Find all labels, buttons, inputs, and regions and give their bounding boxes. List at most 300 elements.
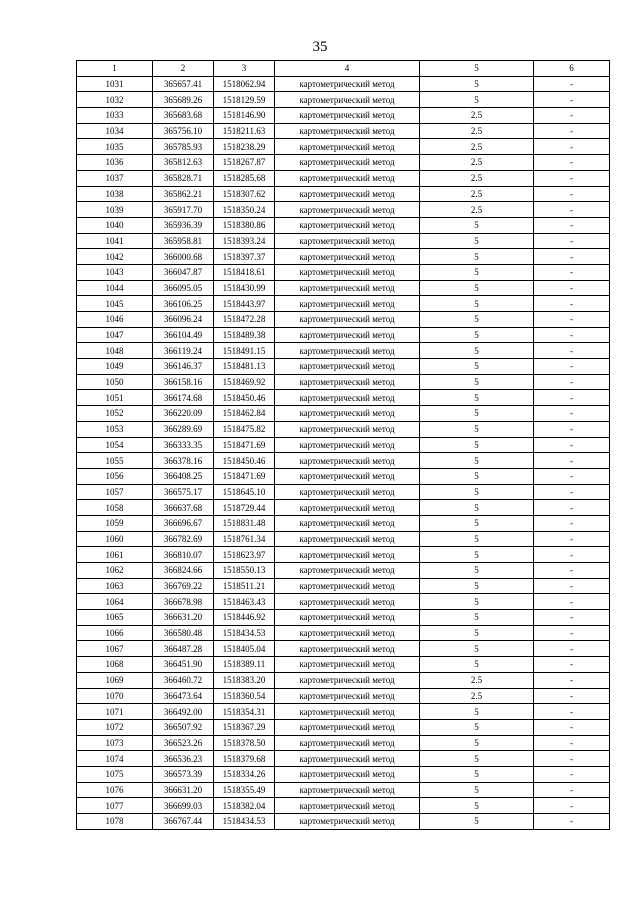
x-coordinate-cell: 366146.37 bbox=[153, 359, 214, 375]
y-coordinate-cell: 1518623.97 bbox=[214, 547, 275, 563]
x-coordinate-cell: 366810.07 bbox=[153, 547, 214, 563]
y-coordinate-cell: 1518511.21 bbox=[214, 578, 275, 594]
point-number-cell: 1052 bbox=[77, 406, 153, 422]
note-cell: - bbox=[534, 264, 610, 280]
accuracy-cell: 5 bbox=[420, 751, 534, 767]
accuracy-cell: 5 bbox=[420, 343, 534, 359]
table-row bbox=[77, 437, 610, 453]
table-row bbox=[77, 515, 610, 531]
x-coordinate-cell: 365657.41 bbox=[153, 76, 214, 92]
y-coordinate-cell: 1518334.26 bbox=[214, 766, 275, 782]
y-coordinate-cell: 1518211.63 bbox=[214, 123, 275, 139]
table-row bbox=[77, 798, 610, 814]
point-number-cell: 1055 bbox=[77, 453, 153, 469]
method-cell: картометрический метод bbox=[275, 688, 420, 704]
accuracy-cell: 5 bbox=[420, 594, 534, 610]
table-row bbox=[77, 484, 610, 500]
point-number-cell: 1061 bbox=[77, 547, 153, 563]
method-cell: картометрический метод bbox=[275, 280, 420, 296]
table-row bbox=[77, 531, 610, 547]
point-number-cell: 1041 bbox=[77, 233, 153, 249]
point-number-cell: 1074 bbox=[77, 751, 153, 767]
method-cell: картометрический метод bbox=[275, 108, 420, 124]
note-cell: - bbox=[534, 782, 610, 798]
x-coordinate-cell: 366767.44 bbox=[153, 814, 214, 830]
y-coordinate-cell: 1518267.87 bbox=[214, 155, 275, 171]
x-coordinate-cell: 366580.48 bbox=[153, 625, 214, 641]
method-cell: картометрический метод bbox=[275, 186, 420, 202]
y-coordinate-cell: 1518550.13 bbox=[214, 563, 275, 579]
point-number-cell: 1036 bbox=[77, 155, 153, 171]
method-cell: картометрический метод bbox=[275, 421, 420, 437]
accuracy-cell: 5 bbox=[420, 625, 534, 641]
y-coordinate-cell: 1518430.99 bbox=[214, 280, 275, 296]
point-number-cell: 1060 bbox=[77, 531, 153, 547]
note-cell: - bbox=[534, 280, 610, 296]
table-row bbox=[77, 327, 610, 343]
y-coordinate-cell: 1518379.68 bbox=[214, 751, 275, 767]
note-cell: - bbox=[534, 735, 610, 751]
table-row bbox=[77, 92, 610, 108]
method-cell: картометрический метод bbox=[275, 327, 420, 343]
point-number-cell: 1042 bbox=[77, 249, 153, 265]
y-coordinate-cell: 1518481.13 bbox=[214, 359, 275, 375]
note-cell: - bbox=[534, 406, 610, 422]
point-number-cell: 1066 bbox=[77, 625, 153, 641]
method-cell: картометрический метод bbox=[275, 92, 420, 108]
method-cell: картометрический метод bbox=[275, 155, 420, 171]
table-row bbox=[77, 264, 610, 280]
y-coordinate-cell: 1518397.37 bbox=[214, 249, 275, 265]
y-coordinate-cell: 1518378.50 bbox=[214, 735, 275, 751]
point-number-cell: 1048 bbox=[77, 343, 153, 359]
point-number-cell: 1035 bbox=[77, 139, 153, 155]
x-coordinate-cell: 365862.21 bbox=[153, 186, 214, 202]
point-number-cell: 1062 bbox=[77, 563, 153, 579]
accuracy-cell: 5 bbox=[420, 406, 534, 422]
y-coordinate-cell: 1518491.15 bbox=[214, 343, 275, 359]
table-row bbox=[77, 657, 610, 673]
table-row bbox=[77, 296, 610, 312]
method-cell: картометрический метод bbox=[275, 766, 420, 782]
method-cell: картометрический метод bbox=[275, 735, 420, 751]
note-cell: - bbox=[534, 500, 610, 516]
accuracy-cell: 5 bbox=[420, 578, 534, 594]
point-number-cell: 1073 bbox=[77, 735, 153, 751]
method-cell: картометрический метод bbox=[275, 672, 420, 688]
note-cell: - bbox=[534, 641, 610, 657]
table-row bbox=[77, 108, 610, 124]
table-row bbox=[77, 217, 610, 233]
note-cell: - bbox=[534, 108, 610, 124]
accuracy-cell: 5 bbox=[420, 484, 534, 500]
y-coordinate-cell: 1518434.53 bbox=[214, 625, 275, 641]
table-row bbox=[77, 578, 610, 594]
note-cell: - bbox=[534, 688, 610, 704]
method-cell: картометрический метод bbox=[275, 657, 420, 673]
note-cell: - bbox=[534, 798, 610, 814]
accuracy-cell: 5 bbox=[420, 531, 534, 547]
method-cell: картометрический метод bbox=[275, 719, 420, 735]
y-coordinate-cell: 1518446.92 bbox=[214, 610, 275, 626]
accuracy-cell: 5 bbox=[420, 249, 534, 265]
column-header-3: 3 bbox=[214, 61, 275, 77]
accuracy-cell: 2.5 bbox=[420, 123, 534, 139]
table-row bbox=[77, 453, 610, 469]
note-cell: - bbox=[534, 814, 610, 830]
x-coordinate-cell: 366824.66 bbox=[153, 563, 214, 579]
note-cell: - bbox=[534, 359, 610, 375]
table-row bbox=[77, 610, 610, 626]
x-coordinate-cell: 366536.23 bbox=[153, 751, 214, 767]
x-coordinate-cell: 366408.25 bbox=[153, 468, 214, 484]
x-coordinate-cell: 366106.25 bbox=[153, 296, 214, 312]
y-coordinate-cell: 1518450.46 bbox=[214, 453, 275, 469]
point-number-cell: 1072 bbox=[77, 719, 153, 735]
x-coordinate-cell: 366696.67 bbox=[153, 515, 214, 531]
column-header-6: 6 bbox=[534, 61, 610, 77]
method-cell: картометрический метод bbox=[275, 500, 420, 516]
y-coordinate-cell: 1518472.28 bbox=[214, 312, 275, 328]
note-cell: - bbox=[534, 751, 610, 767]
y-coordinate-cell: 1518367.29 bbox=[214, 719, 275, 735]
y-coordinate-cell: 1518645.10 bbox=[214, 484, 275, 500]
note-cell: - bbox=[534, 233, 610, 249]
x-coordinate-cell: 366119.24 bbox=[153, 343, 214, 359]
y-coordinate-cell: 1518382.04 bbox=[214, 798, 275, 814]
accuracy-cell: 5 bbox=[420, 296, 534, 312]
method-cell: картометрический метод bbox=[275, 468, 420, 484]
y-coordinate-cell: 1518450.46 bbox=[214, 390, 275, 406]
note-cell: - bbox=[534, 390, 610, 406]
x-coordinate-cell: 366631.20 bbox=[153, 610, 214, 626]
point-number-cell: 1037 bbox=[77, 170, 153, 186]
y-coordinate-cell: 1518443.97 bbox=[214, 296, 275, 312]
method-cell: картометрический метод bbox=[275, 751, 420, 767]
x-coordinate-cell: 366000.68 bbox=[153, 249, 214, 265]
y-coordinate-cell: 1518831.48 bbox=[214, 515, 275, 531]
note-cell: - bbox=[534, 704, 610, 720]
method-cell: картометрический метод bbox=[275, 531, 420, 547]
method-cell: картометрический метод bbox=[275, 704, 420, 720]
point-number-cell: 1031 bbox=[77, 76, 153, 92]
y-coordinate-cell: 1518238.29 bbox=[214, 139, 275, 155]
point-number-cell: 1044 bbox=[77, 280, 153, 296]
point-number-cell: 1057 bbox=[77, 484, 153, 500]
x-coordinate-cell: 366487.28 bbox=[153, 641, 214, 657]
method-cell: картометрический метод bbox=[275, 625, 420, 641]
note-cell: - bbox=[534, 515, 610, 531]
table-row bbox=[77, 374, 610, 390]
y-coordinate-cell: 1518475.82 bbox=[214, 421, 275, 437]
table-row bbox=[77, 359, 610, 375]
accuracy-cell: 2.5 bbox=[420, 139, 534, 155]
table-row bbox=[77, 751, 610, 767]
y-coordinate-cell: 1518307.62 bbox=[214, 186, 275, 202]
point-number-cell: 1067 bbox=[77, 641, 153, 657]
x-coordinate-cell: 366378.16 bbox=[153, 453, 214, 469]
y-coordinate-cell: 1518489.38 bbox=[214, 327, 275, 343]
note-cell: - bbox=[534, 170, 610, 186]
point-number-cell: 1046 bbox=[77, 312, 153, 328]
method-cell: картометрический метод bbox=[275, 610, 420, 626]
point-number-cell: 1032 bbox=[77, 92, 153, 108]
table-row bbox=[77, 500, 610, 516]
accuracy-cell: 5 bbox=[420, 735, 534, 751]
method-cell: картометрический метод bbox=[275, 594, 420, 610]
note-cell: - bbox=[534, 186, 610, 202]
x-coordinate-cell: 366333.35 bbox=[153, 437, 214, 453]
note-cell: - bbox=[534, 563, 610, 579]
accuracy-cell: 5 bbox=[420, 280, 534, 296]
x-coordinate-cell: 366492.00 bbox=[153, 704, 214, 720]
accuracy-cell: 5 bbox=[420, 76, 534, 92]
y-coordinate-cell: 1518393.24 bbox=[214, 233, 275, 249]
point-number-cell: 1065 bbox=[77, 610, 153, 626]
accuracy-cell: 5 bbox=[420, 547, 534, 563]
table-row bbox=[77, 814, 610, 830]
x-coordinate-cell: 365785.93 bbox=[153, 139, 214, 155]
table-row bbox=[77, 202, 610, 218]
method-cell: картометрический метод bbox=[275, 343, 420, 359]
accuracy-cell: 5 bbox=[420, 704, 534, 720]
y-coordinate-cell: 1518434.53 bbox=[214, 814, 275, 830]
table-row bbox=[77, 688, 610, 704]
note-cell: - bbox=[534, 610, 610, 626]
x-coordinate-cell: 366104.49 bbox=[153, 327, 214, 343]
accuracy-cell: 5 bbox=[420, 359, 534, 375]
table-row bbox=[77, 782, 610, 798]
method-cell: картометрический метод bbox=[275, 578, 420, 594]
point-number-cell: 1049 bbox=[77, 359, 153, 375]
method-cell: картометрический метод bbox=[275, 641, 420, 657]
note-cell: - bbox=[534, 625, 610, 641]
accuracy-cell: 5 bbox=[420, 798, 534, 814]
method-cell: картометрический метод bbox=[275, 312, 420, 328]
point-number-cell: 1059 bbox=[77, 515, 153, 531]
point-number-cell: 1070 bbox=[77, 688, 153, 704]
x-coordinate-cell: 366095.05 bbox=[153, 280, 214, 296]
note-cell: - bbox=[534, 594, 610, 610]
table-row bbox=[77, 468, 610, 484]
point-number-cell: 1033 bbox=[77, 108, 153, 124]
note-cell: - bbox=[534, 123, 610, 139]
x-coordinate-cell: 366523.26 bbox=[153, 735, 214, 751]
note-cell: - bbox=[534, 202, 610, 218]
accuracy-cell: 5 bbox=[420, 233, 534, 249]
accuracy-cell: 5 bbox=[420, 719, 534, 735]
accuracy-cell: 2.5 bbox=[420, 186, 534, 202]
table-row bbox=[77, 312, 610, 328]
table-row bbox=[77, 719, 610, 735]
point-number-cell: 1043 bbox=[77, 264, 153, 280]
point-number-cell: 1068 bbox=[77, 657, 153, 673]
table-row bbox=[77, 123, 610, 139]
table-row bbox=[77, 76, 610, 92]
table-row bbox=[77, 594, 610, 610]
x-coordinate-cell: 365689.26 bbox=[153, 92, 214, 108]
point-number-cell: 1047 bbox=[77, 327, 153, 343]
x-coordinate-cell: 365812.63 bbox=[153, 155, 214, 171]
y-coordinate-cell: 1518383.20 bbox=[214, 672, 275, 688]
note-cell: - bbox=[534, 437, 610, 453]
note-cell: - bbox=[534, 531, 610, 547]
y-coordinate-cell: 1518471.69 bbox=[214, 437, 275, 453]
table-row bbox=[77, 547, 610, 563]
x-coordinate-cell: 365828.71 bbox=[153, 170, 214, 186]
table-row bbox=[77, 766, 610, 782]
point-number-cell: 1075 bbox=[77, 766, 153, 782]
note-cell: - bbox=[534, 484, 610, 500]
x-coordinate-cell: 366096.24 bbox=[153, 312, 214, 328]
table-row bbox=[77, 139, 610, 155]
note-cell: - bbox=[534, 92, 610, 108]
accuracy-cell: 2.5 bbox=[420, 202, 534, 218]
method-cell: картометрический метод bbox=[275, 814, 420, 830]
x-coordinate-cell: 366637.68 bbox=[153, 500, 214, 516]
note-cell: - bbox=[534, 421, 610, 437]
point-number-cell: 1053 bbox=[77, 421, 153, 437]
accuracy-cell: 5 bbox=[420, 468, 534, 484]
point-number-cell: 1071 bbox=[77, 704, 153, 720]
point-number-cell: 1064 bbox=[77, 594, 153, 610]
x-coordinate-cell: 366507.92 bbox=[153, 719, 214, 735]
y-coordinate-cell: 1518129.59 bbox=[214, 92, 275, 108]
table-row bbox=[77, 563, 610, 579]
column-header-5: 5 bbox=[420, 61, 534, 77]
point-number-cell: 1069 bbox=[77, 672, 153, 688]
x-coordinate-cell: 365958.81 bbox=[153, 233, 214, 249]
note-cell: - bbox=[534, 657, 610, 673]
point-number-cell: 1078 bbox=[77, 814, 153, 830]
column-header-4: 4 bbox=[275, 61, 420, 77]
table-row bbox=[77, 233, 610, 249]
table-header-row bbox=[77, 61, 610, 77]
x-coordinate-cell: 366158.16 bbox=[153, 374, 214, 390]
x-coordinate-cell: 366782.69 bbox=[153, 531, 214, 547]
accuracy-cell: 5 bbox=[420, 264, 534, 280]
method-cell: картометрический метод bbox=[275, 217, 420, 233]
y-coordinate-cell: 1518146.90 bbox=[214, 108, 275, 124]
accuracy-cell: 2.5 bbox=[420, 108, 534, 124]
note-cell: - bbox=[534, 249, 610, 265]
method-cell: картометрический метод bbox=[275, 563, 420, 579]
point-number-cell: 1077 bbox=[77, 798, 153, 814]
method-cell: картометрический метод bbox=[275, 123, 420, 139]
x-coordinate-cell: 366575.17 bbox=[153, 484, 214, 500]
table-row bbox=[77, 343, 610, 359]
point-number-cell: 1034 bbox=[77, 123, 153, 139]
x-coordinate-cell: 366678.98 bbox=[153, 594, 214, 610]
coordinates-table bbox=[76, 60, 610, 830]
accuracy-cell: 5 bbox=[420, 610, 534, 626]
method-cell: картометрический метод bbox=[275, 264, 420, 280]
point-number-cell: 1058 bbox=[77, 500, 153, 516]
table-row bbox=[77, 625, 610, 641]
table-row bbox=[77, 280, 610, 296]
accuracy-cell: 5 bbox=[420, 92, 534, 108]
y-coordinate-cell: 1518355.49 bbox=[214, 782, 275, 798]
x-coordinate-cell: 366573.39 bbox=[153, 766, 214, 782]
accuracy-cell: 5 bbox=[420, 437, 534, 453]
y-coordinate-cell: 1518462.84 bbox=[214, 406, 275, 422]
accuracy-cell: 5 bbox=[420, 327, 534, 343]
note-cell: - bbox=[534, 719, 610, 735]
note-cell: - bbox=[534, 296, 610, 312]
note-cell: - bbox=[534, 155, 610, 171]
x-coordinate-cell: 365936.39 bbox=[153, 217, 214, 233]
method-cell: картометрический метод bbox=[275, 359, 420, 375]
note-cell: - bbox=[534, 217, 610, 233]
method-cell: картометрический метод bbox=[275, 515, 420, 531]
y-coordinate-cell: 1518360.54 bbox=[214, 688, 275, 704]
note-cell: - bbox=[534, 139, 610, 155]
y-coordinate-cell: 1518350.24 bbox=[214, 202, 275, 218]
method-cell: картометрический метод bbox=[275, 249, 420, 265]
accuracy-cell: 5 bbox=[420, 500, 534, 516]
point-number-cell: 1045 bbox=[77, 296, 153, 312]
y-coordinate-cell: 1518389.11 bbox=[214, 657, 275, 673]
accuracy-cell: 5 bbox=[420, 657, 534, 673]
x-coordinate-cell: 366047.87 bbox=[153, 264, 214, 280]
y-coordinate-cell: 1518761.34 bbox=[214, 531, 275, 547]
table-row bbox=[77, 672, 610, 688]
note-cell: - bbox=[534, 453, 610, 469]
accuracy-cell: 5 bbox=[420, 312, 534, 328]
method-cell: картометрический метод bbox=[275, 782, 420, 798]
method-cell: картометрический метод bbox=[275, 76, 420, 92]
table-row bbox=[77, 390, 610, 406]
method-cell: картометрический метод bbox=[275, 798, 420, 814]
accuracy-cell: 5 bbox=[420, 421, 534, 437]
table-row bbox=[77, 641, 610, 657]
x-coordinate-cell: 366289.69 bbox=[153, 421, 214, 437]
note-cell: - bbox=[534, 547, 610, 563]
table-row bbox=[77, 421, 610, 437]
table-row bbox=[77, 186, 610, 202]
method-cell: картометрический метод bbox=[275, 202, 420, 218]
x-coordinate-cell: 365756.10 bbox=[153, 123, 214, 139]
note-cell: - bbox=[534, 672, 610, 688]
method-cell: картометрический метод bbox=[275, 453, 420, 469]
point-number-cell: 1051 bbox=[77, 390, 153, 406]
x-coordinate-cell: 366174.68 bbox=[153, 390, 214, 406]
x-coordinate-cell: 366460.72 bbox=[153, 672, 214, 688]
point-number-cell: 1039 bbox=[77, 202, 153, 218]
point-number-cell: 1056 bbox=[77, 468, 153, 484]
point-number-cell: 1063 bbox=[77, 578, 153, 594]
accuracy-cell: 5 bbox=[420, 390, 534, 406]
method-cell: картометрический метод bbox=[275, 233, 420, 249]
x-coordinate-cell: 366769.22 bbox=[153, 578, 214, 594]
x-coordinate-cell: 366451.90 bbox=[153, 657, 214, 673]
y-coordinate-cell: 1518354.31 bbox=[214, 704, 275, 720]
note-cell: - bbox=[534, 327, 610, 343]
column-header-1: 1 bbox=[77, 61, 153, 77]
note-cell: - bbox=[534, 578, 610, 594]
method-cell: картометрический метод bbox=[275, 139, 420, 155]
x-coordinate-cell: 365683.68 bbox=[153, 108, 214, 124]
note-cell: - bbox=[534, 468, 610, 484]
accuracy-cell: 5 bbox=[420, 782, 534, 798]
accuracy-cell: 2.5 bbox=[420, 170, 534, 186]
method-cell: картометрический метод bbox=[275, 547, 420, 563]
accuracy-cell: 5 bbox=[420, 374, 534, 390]
method-cell: картометрический метод bbox=[275, 406, 420, 422]
method-cell: картометрический метод bbox=[275, 390, 420, 406]
y-coordinate-cell: 1518471.69 bbox=[214, 468, 275, 484]
x-coordinate-cell: 365917.70 bbox=[153, 202, 214, 218]
